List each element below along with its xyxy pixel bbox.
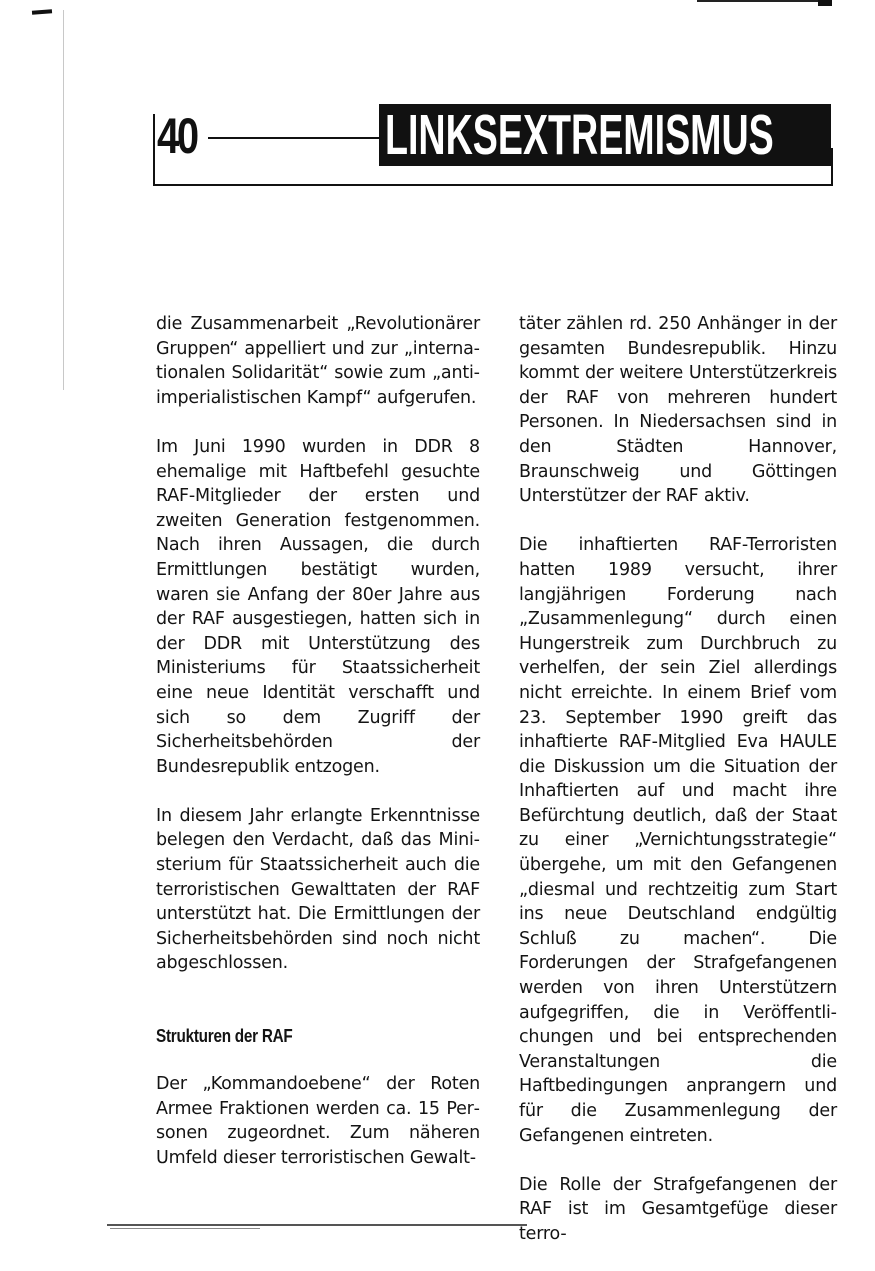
- scan-bottom-line-secondary: [110, 1228, 260, 1229]
- paragraph: In diesem Jahr erlangte Erkenntnisse belegen den Verdacht, daß das Ministerium für Staatssicherheit auch die terroristischen Gewalttaten der RAF unterstützt hat. Die Ermittlungen der Sicherheitsbehörden sind noch nicht abgeschlossen.: [156, 805, 480, 974]
- header-frame-bottom: [153, 184, 833, 186]
- page-header: [153, 104, 835, 184]
- section-title-box: [379, 104, 831, 166]
- scan-top-mark: [818, 0, 832, 6]
- right-column: [519, 312, 837, 1271]
- scan-edge-line: [63, 10, 64, 390]
- scan-bottom-line: [107, 1224, 527, 1226]
- header-frame-right: [831, 148, 833, 186]
- header-rule: [208, 137, 388, 139]
- paragraph: Die Rolle der Strafgefangenen der RAF ist im Gesamtgefüge dieser terro-: [519, 1174, 837, 1244]
- section-title: LINKSEXTREMISMUS: [385, 104, 774, 166]
- header-frame-left: [153, 114, 155, 186]
- left-column: [156, 312, 480, 1195]
- scan-mark: [32, 9, 52, 14]
- scan-top-line: [697, 0, 822, 2]
- subheading: Strukturen der RAF: [156, 1026, 293, 1047]
- paragraph: täter zählen rd. 250 Anhänger in der gesamten Bundesrepublik. Hinzu kommt der weitere Unterstützerkreis der RAF von mehreren hundert Personen. In Niedersachsen sind in den Städten Hannover, Braunschweig und Göttingen Unterstützer der RAF aktiv.: [519, 314, 837, 507]
- paragraph: Der „Kommandoebene“ der Roten Armee Fraktionen werden ca. 15 Personen zugeordnet. Zum näheren Umfeld dieser terroristischen Gewalt-: [156, 1074, 480, 1168]
- paragraph: Im Juni 1990 wurden in DDR 8 ehemalige mit Haftbefehl gesuchte RAF-Mitglieder der ersten und zweiten Generation festgenommen. Nach ihren Aussagen, die durch Ermittlungen bestätigt wurden, waren sie Anfang der 80er Jahre aus der RAF ausgestiegen, hatten sich in der DDR mit Unterstützung des Ministeriums für Staatssicherheit eine neue Identität verschafft und sich so dem Zugriff der Sicherheitsbehörden der Bundesrepublik entzogen.: [156, 436, 480, 777]
- paragraph: die Zusammenarbeit „Revolutionärer Gruppen“ appelliert und zur „internationalen Solidarität“ sowie zum „antiimperialistischen Kampf“ aufgerufen.: [156, 314, 480, 408]
- paragraph: Die inhaftierten RAF-Terroristen hatten 1989 versucht, ihrer langjährigen Forderung nach „Zusammenlegung“ durch einen Hungerstreik zum Durchbruch zu verhelfen, der sein Ziel allerdings nicht erreichte. In einem Brief vom 23. September 1990 greift das inhaftierte RAF-Mitglied Eva HAULE die Diskussion um die Situation der Inhaftierten auf und macht ihre Befürchtung deutlich, daß der Staat zu einer „Vernichtungsstrategie“ übergehe, um mit den Gefangenen „diesmal und rechtzeitig zum Start ins neue Deutschland endgültig Schluß zu machen“. Die Forderungen der Strafgefangenen werden von ihren Unterstützern aufgegriffen, die in Veröffentlichungen und bei entsprechenden Veranstaltungen die Haftbedingungen anprangern und für die Zusammenlegung der Gefangenen eintreten.: [519, 535, 837, 1146]
- page-number: 40: [157, 108, 197, 164]
